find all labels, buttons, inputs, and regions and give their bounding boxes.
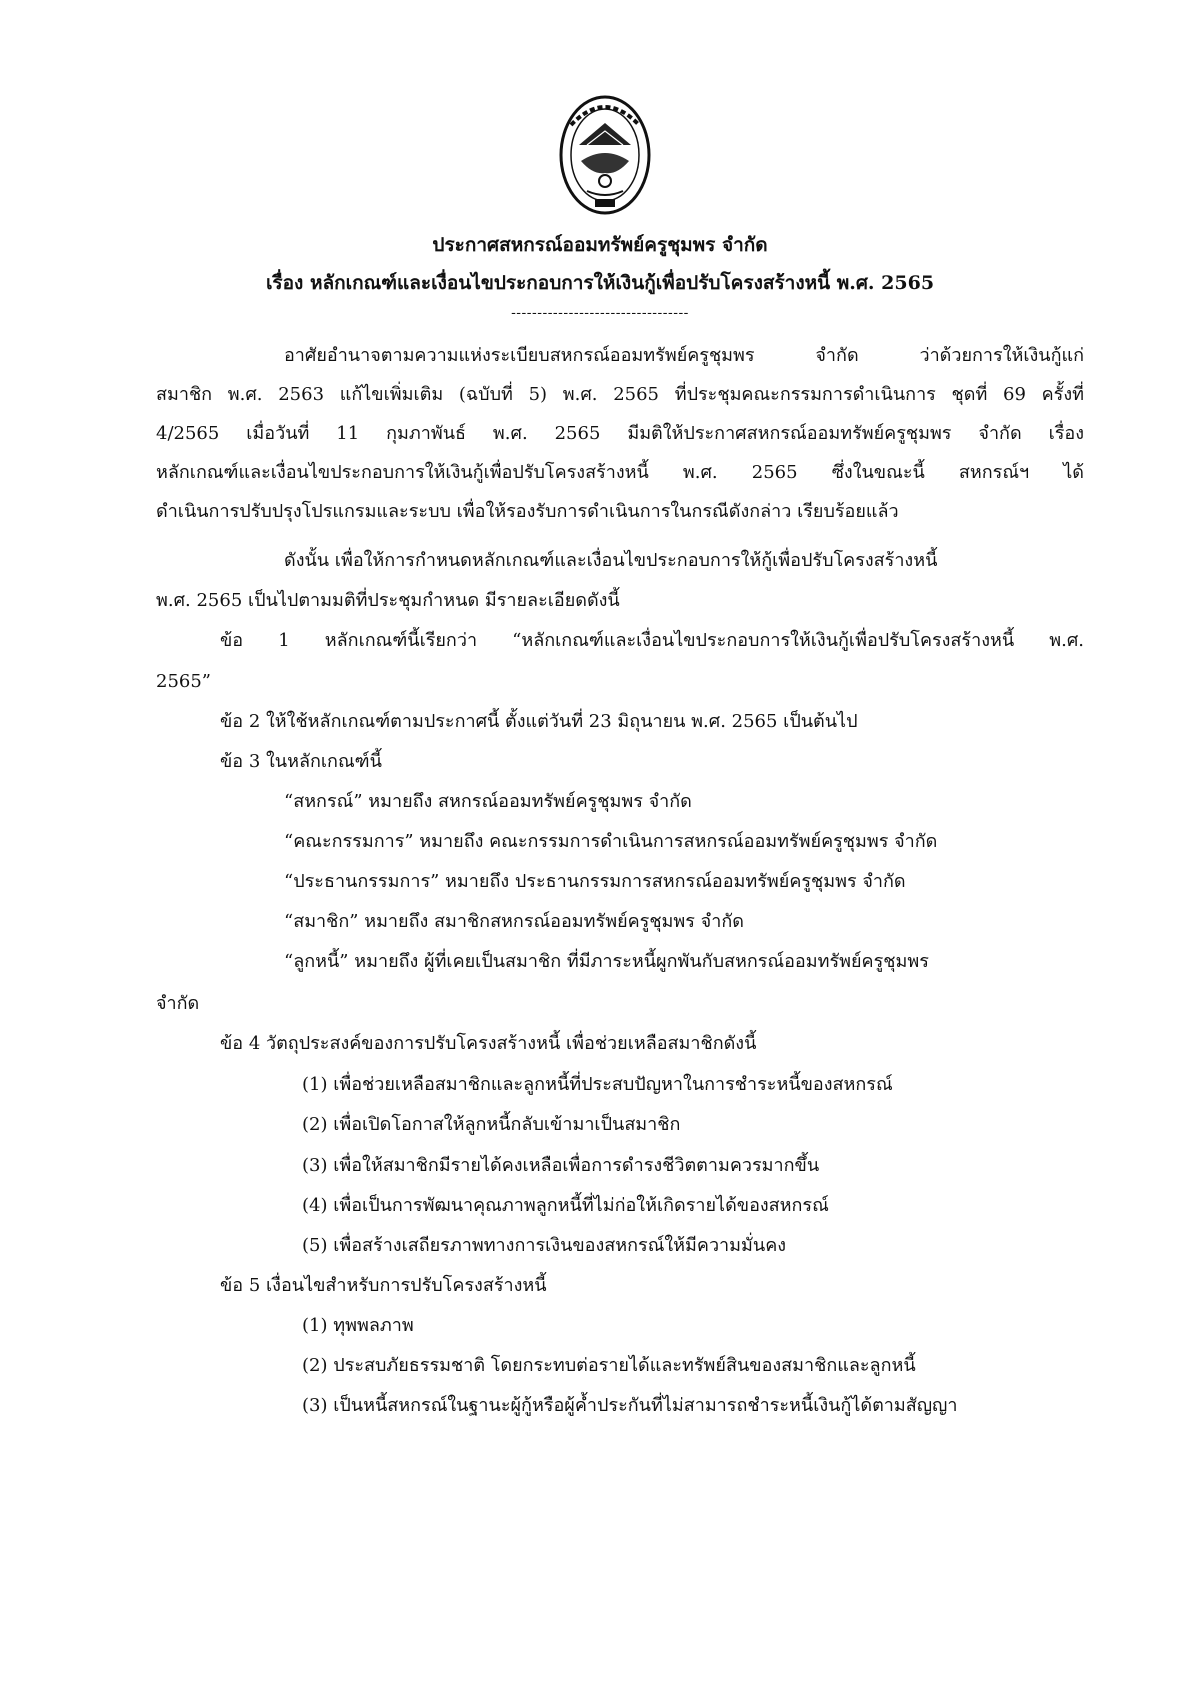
clause-3: ข้อ 3 ในหลักเกณฑ์นี้	[220, 751, 382, 772]
objective-item: (5) เพื่อสร้างเสถียรภาพทางการเงินของสหกรณ์ให้มีความมั่นคง	[302, 1235, 787, 1256]
clause-1: ข้อ 1 หลักเกณฑ์นี้เรียกว่า “หลักเกณฑ์และเงื่อนไขประกอบการให้เงินกู้เพื่อปรับโครงสร้างหนี้ พ.ศ.	[220, 630, 1084, 651]
title-divider: ----------------------------------	[511, 305, 689, 321]
paragraph-line: สมาชิก พ.ศ. 2563 แก้ไขเพิ่มเติม (ฉบับที่ 5) พ.ศ. 2565 ที่ประชุมคณะกรรมการดำเนินการ ชุดที่ 69 ครั้งที่	[156, 384, 1084, 405]
announcement-title: ประกาศสหกรณ์ออมทรัพย์ครูชุมพร จำกัด	[432, 234, 768, 256]
definition-item: “ประธานกรรมการ” หมายถึง ประธานกรรมการสหกรณ์ออมทรัพย์ครูชุมพร จำกัด	[284, 871, 906, 892]
paragraph-line: ดำเนินการปรับปรุงโปรแกรมและระบบ เพื่อให้รองรับการดำเนินการในกรณีดังกล่าว เรียบร้อยแล้ว	[156, 501, 899, 522]
paragraph-line: 4/2565 เมื่อวันที่ 11 กุมภาพันธ์ พ.ศ. 2565 มีมติให้ประกาศสหกรณ์ออมทรัพย์ครูชุมพร จำกัด เรื่อง	[156, 423, 1084, 444]
condition-item: (1) ทุพพลภาพ	[302, 1315, 414, 1336]
definition-item: “ลูกหนี้” หมายถึง ผู้ที่เคยเป็นสมาชิก ที่มีภาระหนี้ผูกพันกับสหกรณ์ออมทรัพย์ครูชุมพร	[284, 951, 929, 972]
paragraph-line: หลักเกณฑ์และเงื่อนไขประกอบการให้เงินกู้เพื่อปรับโครงสร้างหนี้ พ.ศ. 2565 ซึ่งในขณะนี้ สหกรณ์ฯ ได้	[156, 462, 1084, 483]
clause-4: ข้อ 4 วัตถุประสงค์ของการปรับโครงสร้างหนี้ เพื่อช่วยเหลือสมาชิกดังนี้	[220, 1033, 757, 1054]
definition-item: “คณะกรรมการ” หมายถึง คณะกรรมการดำเนินการสหกรณ์ออมทรัพย์ครูชุมพร จำกัด	[284, 831, 938, 852]
definition-item-cont: จำกัด	[156, 993, 200, 1014]
objective-item: (1) เพื่อช่วยเหลือสมาชิกและลูกหนี้ที่ประสบปัญหาในการชำระหนี้ของสหกรณ์	[302, 1074, 893, 1095]
clause-2: ข้อ 2 ให้ใช้หลักเกณฑ์ตามประกาศนี้ ตั้งแต่วันที่ 23 มิถุนายน พ.ศ. 2565 เป็นต้นไป	[220, 711, 858, 732]
condition-item: (2) ประสบภัยธรรมชาติ โดยกระทบต่อรายได้และทรัพย์สินของสมาชิกและลูกหนี้	[302, 1355, 916, 1376]
paragraph-line: ดังนั้น เพื่อให้การกำหนดหลักเกณฑ์และเงื่อนไขประกอบการให้กู้เพื่อปรับโครงสร้างหนี้	[284, 550, 938, 571]
paragraph-line: พ.ศ. 2565 เป็นไปตามมติที่ประชุมกำหนด มีรายละเอียดดังนี้	[156, 590, 620, 611]
paragraph-line: อาศัยอำนาจตามความแห่งระเบียบสหกรณ์ออมทรัพย์ครูชุมพร จำกัด ว่าด้วยการให้เงินกู้แก่	[284, 345, 1084, 366]
clause-1-cont: 2565”	[156, 671, 212, 692]
definition-item: “สมาชิก” หมายถึง สมาชิกสหกรณ์ออมทรัพย์ครูชุมพร จำกัด	[284, 911, 744, 932]
objective-item: (2) เพื่อเปิดโอกาสให้ลูกหนี้กลับเข้ามาเป็นสมาชิก	[302, 1114, 681, 1135]
objective-item: (4) เพื่อเป็นการพัฒนาคุณภาพลูกหนี้ที่ไม่ก่อให้เกิดรายได้ของสหกรณ์	[302, 1195, 829, 1216]
announcement-subject: เรื่อง หลักเกณฑ์และเงื่อนไขประกอบการให้เงินกู้เพื่อปรับโครงสร้างหนี้ พ.ศ. 2565	[265, 272, 935, 294]
objective-item: (3) เพื่อให้สมาชิกมีรายได้คงเหลือเพื่อการดำรงชีวิตตามควรมากขึ้น	[302, 1155, 820, 1176]
cooperative-seal-logo	[557, 95, 653, 221]
condition-item: (3) เป็นหนี้สหกรณ์ในฐานะผู้กู้หรือผู้ค้ำประกันที่ไม่สามารถชำระหนี้เงินกู้ได้ตามสัญญา	[302, 1395, 958, 1416]
definition-item: “สหกรณ์” หมายถึง สหกรณ์ออมทรัพย์ครูชุมพร จำกัด	[284, 791, 692, 812]
clause-5: ข้อ 5 เงื่อนไขสำหรับการปรับโครงสร้างหนี้	[220, 1275, 547, 1296]
